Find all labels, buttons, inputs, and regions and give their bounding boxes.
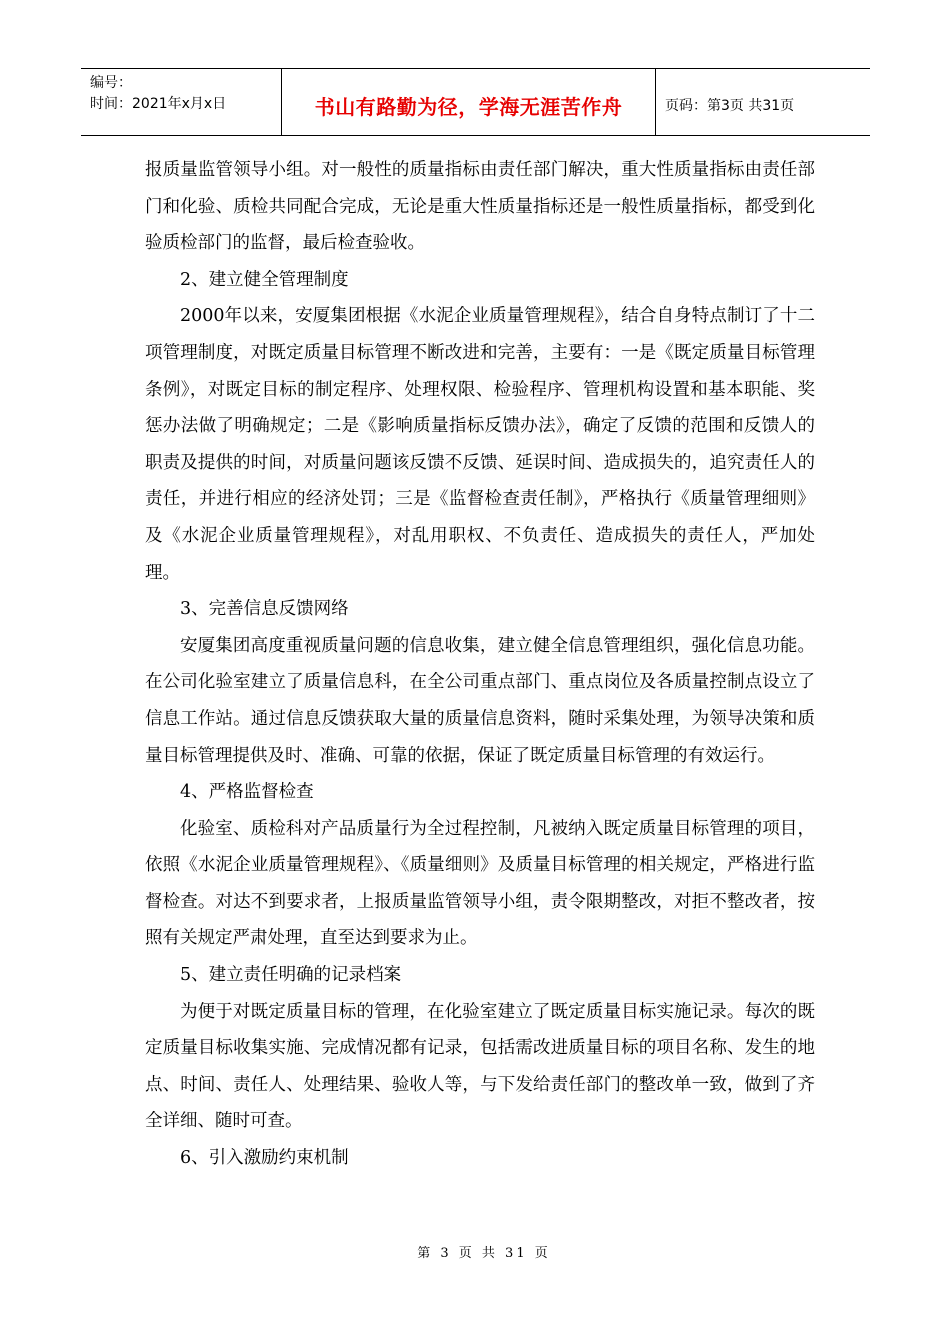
page-footer: 第 3 页 共 31 页 bbox=[417, 1246, 551, 1261]
header-page-cell bbox=[656, 69, 870, 135]
document-body bbox=[145, 152, 815, 1177]
header-motto: 书山有路勤为径，学海无涯苦作舟 bbox=[314, 94, 623, 119]
header-motto-cell bbox=[282, 69, 656, 135]
doc-number-label: 编号： bbox=[90, 75, 132, 91]
body-paragraph: 化验室、质检科对产品质量行为全过程控制，凡被纳入既定质量目标管理的项目，依照《水泥企业质量管理规程》、《质量细则》及质量目标管理的相关规定，严格进行监督检查。对达不到要求者，上报质量监管领导小组，责令限期整改，对拒不整改者，按照有关规定严肃处理，直至达到要求为止。 bbox=[145, 818, 815, 949]
body-paragraph: 为便于对既定质量目标的管理，在化验室建立了既定质量目标实施记录。每次的既定质量目标收集实施、完成情况都有记录，包括需改进质量目标的项目名称、发生的地点、时间、责任人、处理结果、验收人等，与下发给责任部门的整改单一致，做到了齐全详细、随时可查。 bbox=[145, 1001, 815, 1132]
body-paragraph: 2000年以来，安厦集团根据《水泥企业质量管理规程》，结合自身特点制订了十二项管理制度，对既定质量目标管理不断改进和完善，主要有：一是《既定质量目标管理条例》，对既定目标的制定程序、处理权限、检验程序、管理机构设置和基本职能、奖惩办法做了明确规定；二是《影响质量指标反馈办法》，确定了反馈的范围和反馈人的职责及提供的时间，对质量问题该反馈不反馈、延误时间、造成损失的，追究责任人的责任，并进行相应的经济处罚；三是《监督检查责任制》，严格执行《质量管理细则》及《水泥企业质量管理规程》，对乱用职权、不负责任、造成损失的责任人，严加处理。 bbox=[145, 306, 815, 583]
section-heading: 2、建立健全管理制度 bbox=[180, 269, 349, 290]
section-heading: 5、建立责任明确的记录档案 bbox=[180, 965, 402, 986]
section-heading: 3、完善信息反馈网络 bbox=[180, 599, 349, 620]
date-label: 时间：2021年x月x日 bbox=[90, 96, 227, 112]
body-paragraph: 报质量监管领导小组。对一般性的质量指标由责任部门解决，重大性质量指标由责任部门和化验、质检共同配合完成，无论是重大性质量指标还是一般性质量指标，都受到化验质检部门的监督，最后检查验收。 bbox=[145, 160, 815, 254]
body-paragraph: 安厦集团高度重视质量问题的信息收集，建立健全信息管理组织，强化信息功能。在公司化验室建立了质量信息科，在全公司重点部门、重点岗位及各质量控制点设立了信息工作站。通过信息反馈获取大量的质量信息资料，随时采集处理，为领导决策和质量目标管理提供及时、准确、可靠的依据，保证了既定质量目标管理的有效运行。 bbox=[145, 635, 815, 766]
header-page-info: 页码：第3页 共31页 bbox=[665, 98, 795, 114]
section-heading: 6、引入激励约束机制 bbox=[180, 1148, 349, 1169]
header-meta-cell bbox=[81, 69, 282, 135]
section-heading: 4、严格监督检查 bbox=[180, 782, 314, 803]
page-header bbox=[81, 68, 870, 136]
